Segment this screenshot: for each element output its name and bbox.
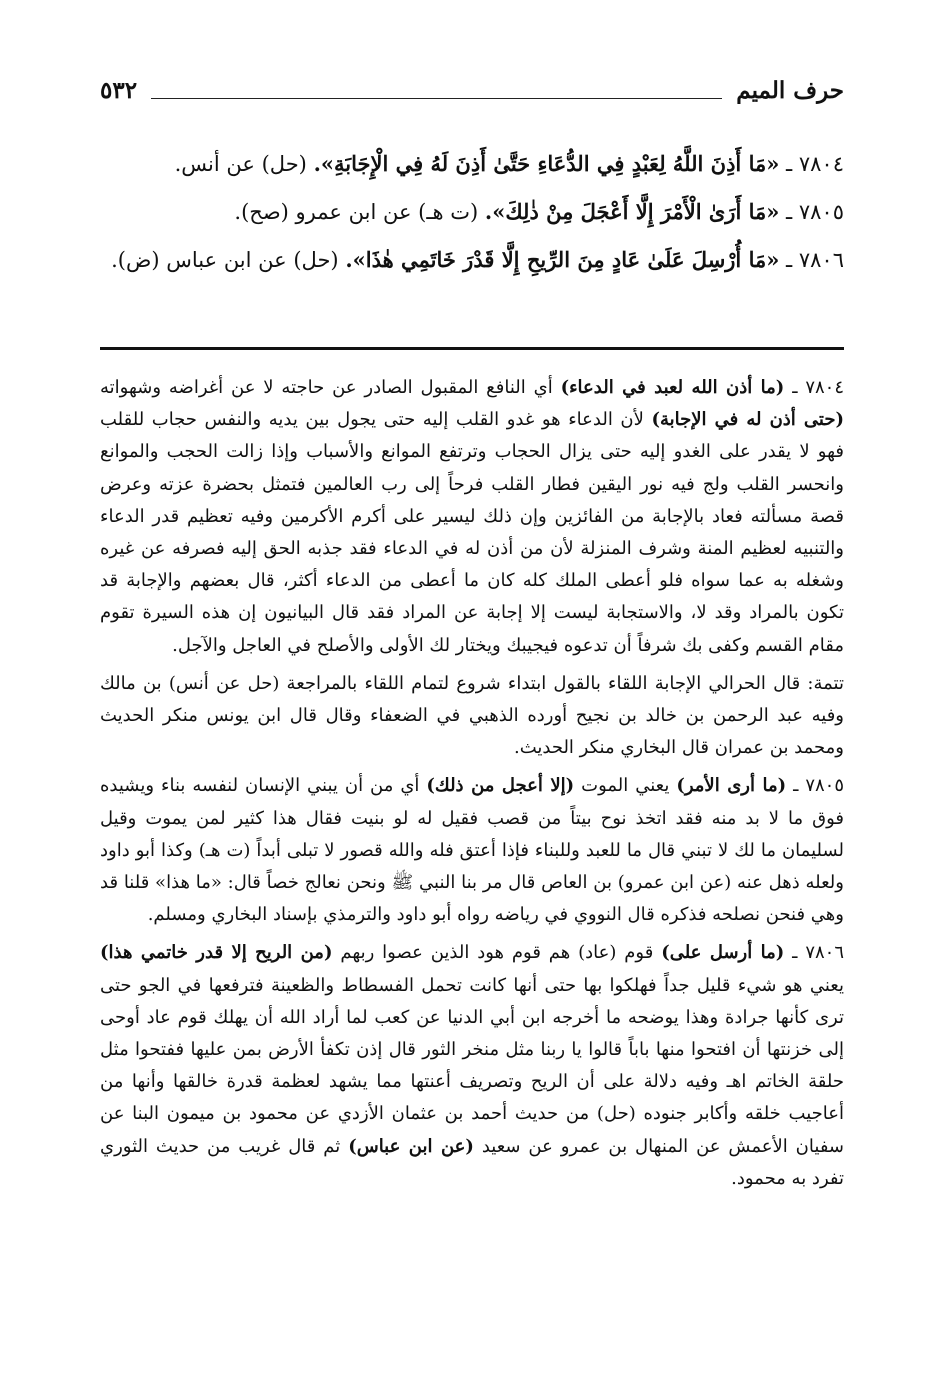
page-header — [100, 72, 844, 108]
hadith-source: (ت هـ) عن ابن عمرو (صح). — [234, 200, 479, 224]
commentary-text: ثم قال غريب من حديث الثوري تفرد به محمود. — [100, 1135, 844, 1189]
quoted-phrase: (عن ابن عمرو) — [617, 872, 732, 894]
commentary-text: أي من أن يبني الإنسان لنفسه بناء ويشيده فوق ما لا بد منه فقد اتخذ نوح بيتاً من قصب فقيل له لو بنيت فقال هذا كثير لمن يموت وقيل لسليمان ما لك لا تبني قال ما للعبد وللبناء فإذا أعتق فله والله قصور لا تبلى أبداً — [100, 775, 844, 861]
quoted-phrase: (عن ابن عباس) — [348, 1135, 474, 1157]
commentary-paragraph — [100, 372, 844, 662]
hadith-source: (حل) عن أنس. — [174, 152, 307, 176]
quoted-phrase: (من الريح إلا قدر خاتمي هذا) — [100, 942, 333, 964]
quoted-phrase: (حل) — [596, 1103, 636, 1125]
commentary-number: ٧٨٠٤ ـ — [792, 377, 844, 398]
section-divider — [100, 347, 844, 350]
hadith-text: «مَا أَرَىٰ الْأَمْرَ إِلَّا أَعْجَلَ مِنْ ذٰلِكَ». — [484, 199, 780, 224]
commentary-text: لأن الدعاء هو غدو القلب إليه حتى يجول بين يديه والنفس حجاب للقلب فهو لا يقدر على الغدو إليه حتى يزال الحجاب وترتفع الموانع والأسباب وإذا زالت الحجب والموانع وانحسر القلب ولج فيه نور اليقين فطار القلب فرحاً إلى رب العالمين فتمثل بحضرة عزته وعرض قصة مسألته فعاد بالإجابة من الفائزين وإن ذلك ليسير على أكرم الأكرمين وفيه تعظيم قدر الدعاء والتنبيه لعظيم المنة وشرف المنزلة لأن من أذن له في الدعاء فقد جذبه الحق إليه فصرفه عن غيره وشغله به عما سواه فلو أعطى الملك كله كان ما أعطى من الدعاء أكثر، قال بعضهم والإجابة قد تكون بالمراد وقد لا، والاستجابة ليست إلا إجابة عن المراد فقد قال البيانيون إن هذه السيرة تقوم مقام القسم وكفى بك شرفاً أن تدعوه فيجيبك ويختار لك الأولى والأصلح في العاجل والآجل. — [100, 409, 844, 656]
hadith-entry: ٧٨٠٦ ـ «مَا أُرْسِلَ عَلَىٰ عَادٍ مِنَ الرِّيحِ إِلَّا قَدْرَ خَاتَمِي هٰذَا». (حل) عن ابن عباس (ض). — [111, 247, 844, 272]
chapter-title: حرف الميم — [736, 76, 844, 104]
hadith-list — [100, 140, 844, 284]
quoted-phrase: (إلا أعجل من ذلك) — [426, 775, 575, 797]
commentary-text: يعني هو شيء قليل جداً فهلكوا بها حتى أنها كانت تحمل الفسطاط والظعينة فترفعها في الجو حتى ترى كأنها جرادة وهذا يوضحه ما أخرجه ابن أبي الدنيا عن كعب لما أراد الله أن يهلك قوم عاد أوحى إلى خزنتها أن افتحوا منها باباً قالوا يا ربنا مثل منخر الثور قال إذن تكفأ الأرض بمن عليها ففتحوا مثل حلقة الخاتم اهـ وفيه دلالة على أن الريح وتصريف أعنتها مما يشهد لعظمة قدرة خالقها وأنها من أعاجيب خلقه وأكابر جنوده — [100, 974, 844, 1125]
commentary-paragraph — [100, 668, 844, 765]
hadith-source: (حل) عن ابن عباس (ض). — [111, 248, 339, 272]
hadith-number: ٧٨٠٤ — [798, 152, 844, 176]
quoted-phrase: (ما أرى الأمر) — [676, 775, 787, 797]
commentary-text: قوم — [616, 942, 662, 964]
commentary-text: أي النافع المقبول الصادر عن حاجته لا عن أغراضه وشهواته — [100, 377, 561, 398]
hadith-number: ٧٨٠٦ — [798, 248, 844, 272]
commentary — [100, 372, 844, 1201]
quoted-phrase: (حتى أذن له في الإجابة) — [651, 409, 844, 431]
hadith-number: ٧٨٠٥ — [798, 200, 844, 224]
hadith-text: «مَا أَذِنَ اللَّهُ لِعَبْدٍ فِي الدُّعَاءِ حَتَّىٰ أَذِنَ لَهُ فِي الْإِجَابَةِ». — [313, 151, 780, 176]
commentary-text: من حديث أحمد بن عثمان الأزدي عن محمود بن ميمون البنا عن سفيان الأعمش عن المنهال بن عمرو عن سعيد — [100, 1103, 845, 1157]
commentary-text: بن مالك وفيه عبد الرحمن بن خالد بن نجيح أورده الذهبي في الضعفاء وقال قال ابن يونس منكر الحديث ومحمد بن عمران قال البخاري منكر الحديث. — [100, 672, 844, 759]
commentary-number: ٧٨٠٥ ـ — [793, 775, 844, 797]
commentary-text: بن العاص قال مر بنا النبي ﷺ ونحن نعالج خصاً قال: «ما هذا» قلنا قد وهي فنحن نصلحه فذكره قال النووي في رياضه رواه أبو داود والترمذي بإسناد البخاري ومسلم. — [100, 872, 844, 926]
page-number: ٥٣٢ — [100, 76, 138, 104]
commentary-paragraph — [100, 937, 844, 1195]
commentary-text: هم قوم هود الذين عصوا ربهم — [332, 942, 579, 964]
quoted-phrase: (ما أذن الله لعبد في الدعاء) — [560, 377, 785, 398]
quoted-phrase: (عاد) — [578, 942, 617, 964]
quoted-phrase: (ما أرسل على) — [661, 942, 785, 964]
hadith-text: «مَا أُرْسِلَ عَلَىٰ عَادٍ مِنَ الرِّيحِ إِلَّا قَدْرَ خَاتَمِي هٰذَا». — [345, 247, 780, 272]
hadith-entry: ٧٨٠٤ ـ «مَا أَذِنَ اللَّهُ لِعَبْدٍ فِي الدُّعَاءِ حَتَّىٰ أَذِنَ لَهُ فِي الْإِجَابَةِ». (حل) عن أنس. — [174, 151, 844, 176]
quoted-phrase: (ت هـ) — [198, 839, 251, 861]
commentary-paragraph — [100, 770, 844, 931]
header-rule — [151, 98, 722, 99]
commentary-text: وكذا أبو داود ولعله ذهل عنه — [100, 839, 844, 894]
commentary-text: تتمة: قال الحرالي الإجابة اللقاء بالقول ابتداء شروع لتمام اللقاء بالمراجعة — [279, 672, 844, 694]
quoted-phrase: (حل عن أنس) — [168, 672, 280, 694]
commentary-number: ٧٨٠٦ ـ — [792, 942, 844, 964]
hadith-entry: ٧٨٠٥ ـ «مَا أَرَىٰ الْأَمْرَ إِلَّا أَعْجَلَ مِنْ ذٰلِكَ». (ت هـ) عن ابن عمرو (صح). — [234, 199, 844, 224]
commentary-text: يعني الموت — [574, 775, 677, 797]
